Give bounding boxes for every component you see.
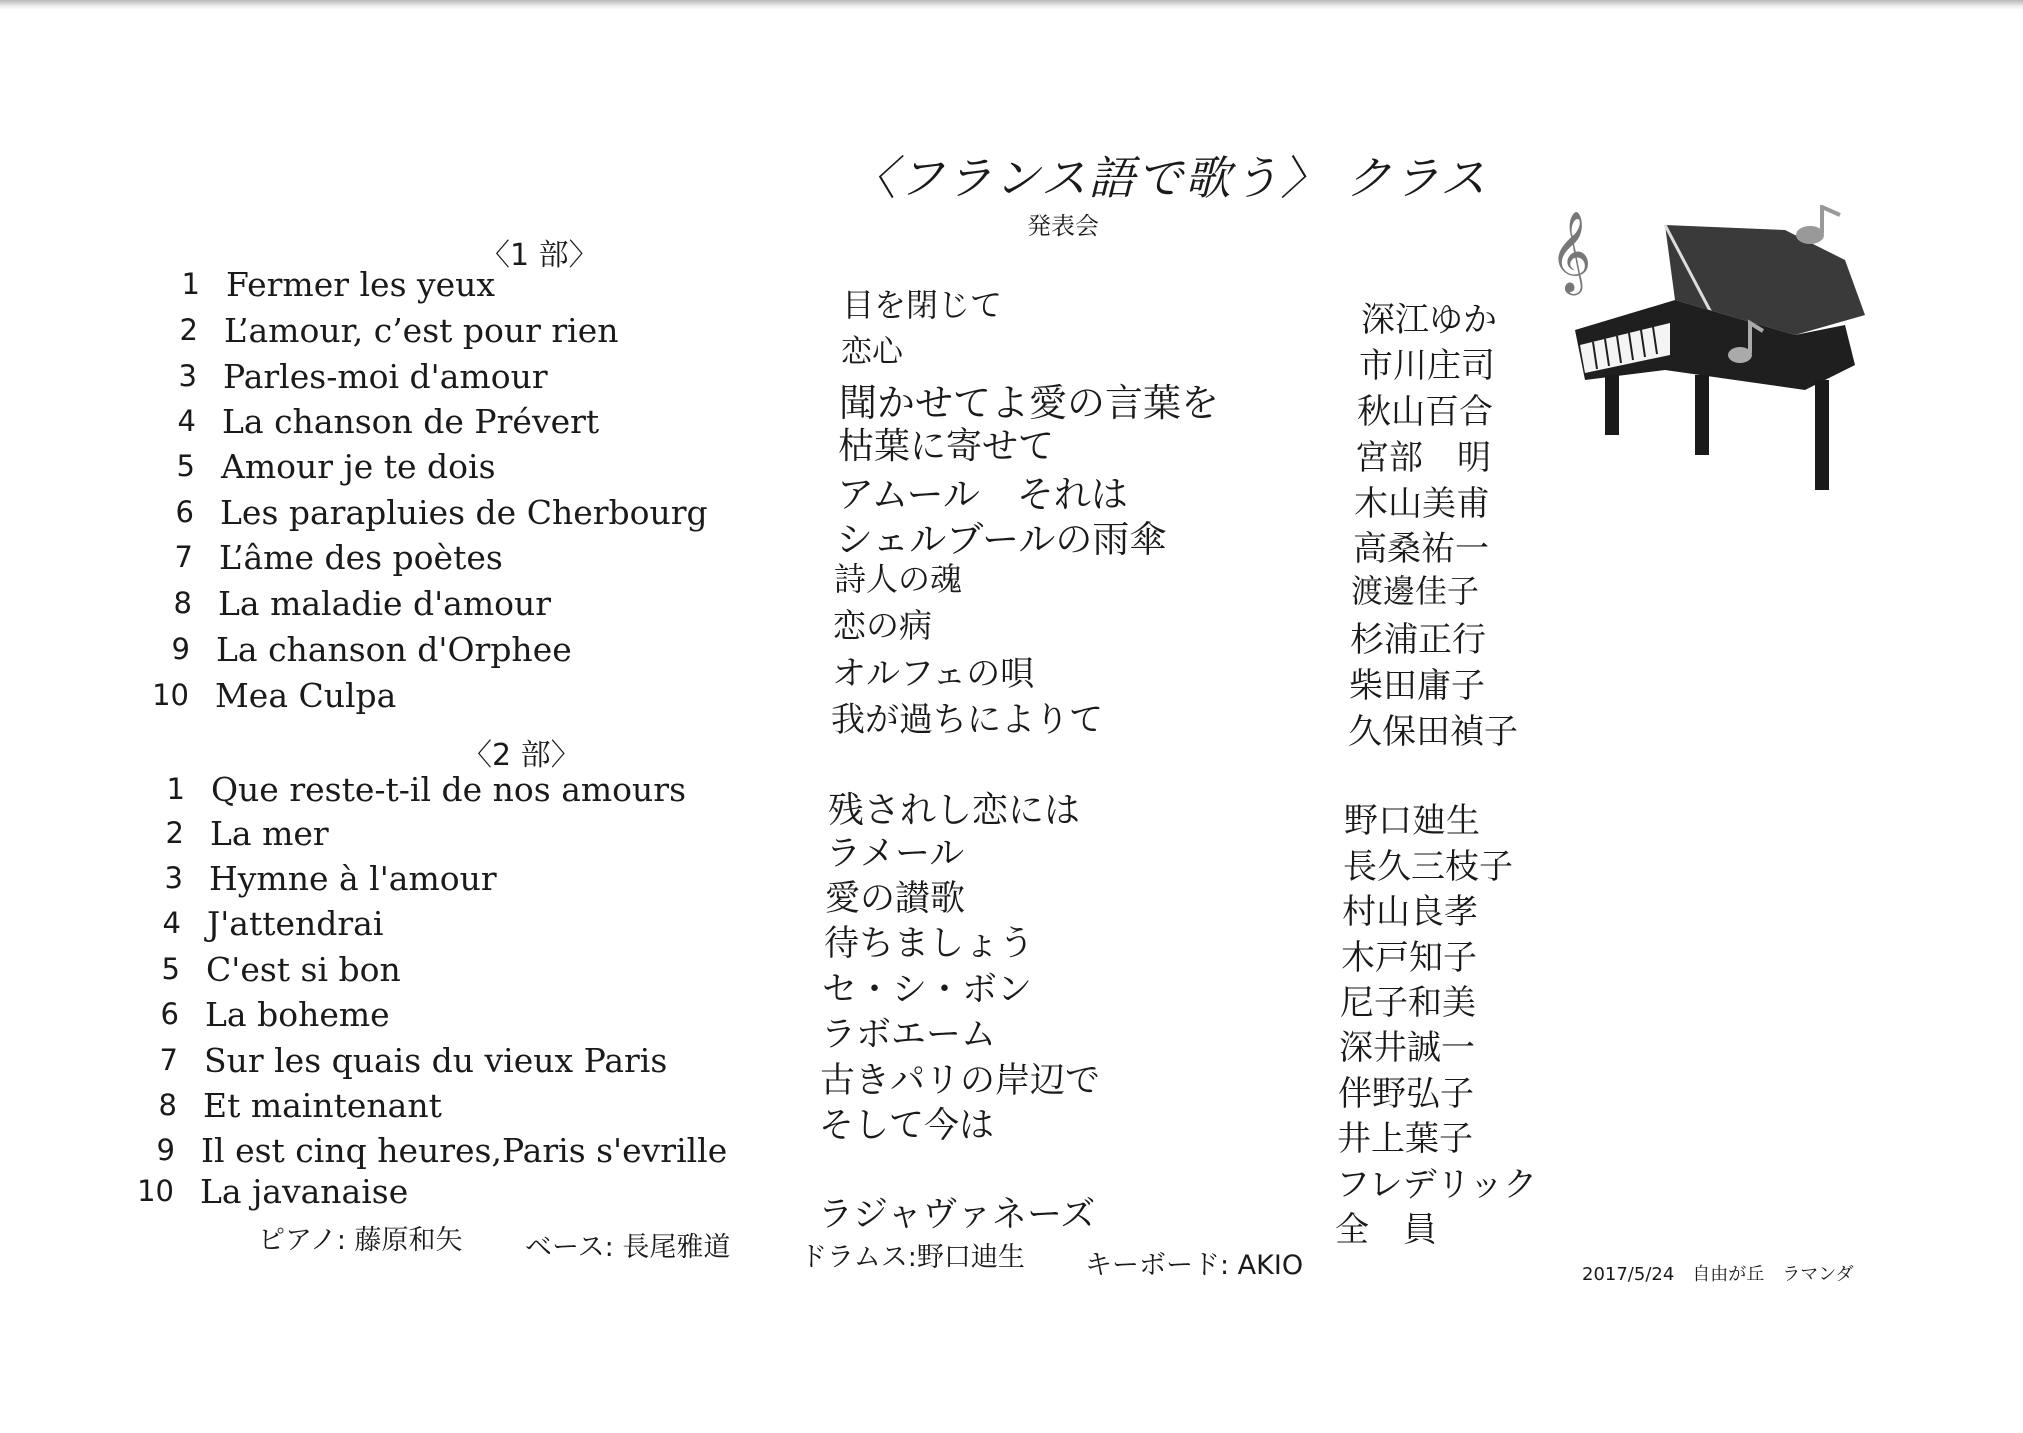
part1-song-9 [171,630,572,669]
part2-song-5 [161,950,401,989]
part2-singer-6: 深井誠一 [1339,1028,1475,1068]
part1-singer-6: 高桑祐一 [1353,529,1489,569]
part1-singer-4: 宮部 明 [1355,438,1491,478]
part2-jp-3: 愛の讃歌 [825,879,966,919]
song-number: 1 [181,267,200,301]
part1-song-6 [175,493,708,532]
part2-jp-5: セ・シ・ボン [822,970,1033,1010]
grand-piano-with-music-notes-icon [1545,205,1875,495]
scan-edge [0,0,2023,10]
song-title-fr: Parles-moi d'amour [223,357,548,396]
song-number: 7 [174,540,193,574]
part1-song-8 [173,584,552,623]
part1-jp-7: 詩人の魂 [834,560,963,598]
part1-singer-10: 久保田禎子 [1348,712,1518,752]
credit-piano: ピアノ: 藤原和矢 [258,1225,463,1256]
song-number: 5 [176,449,195,483]
song-title-fr: La boheme [205,995,390,1034]
part1-song-3 [178,357,548,396]
song-number: 6 [175,495,194,529]
part2-heading: 〈2 部〉 [462,738,581,773]
song-title-fr: La mer [210,814,329,853]
part1-song-5 [176,447,496,486]
part1-singer-7: 渡邊佳子 [1351,572,1480,610]
song-title-fr: La maladie d'amour [218,584,552,623]
part2-jp-7: 古きパリの岸辺で [820,1061,1101,1101]
song-title-fr: Que reste-t-il de nos amours [211,770,687,809]
song-title-fr: La chanson de Prévert [222,402,600,441]
part1-jp-9: オルフェの唄 [832,654,1035,694]
page-subtitle: 発表会 [1027,212,1099,240]
part2-song-10 [137,1172,409,1211]
part1-jp-10: 我が過ちによりて [831,700,1103,740]
part1-singer-9: 柴田庸子 [1349,666,1485,706]
part1-singer-3: 秋山百合 [1357,392,1493,432]
part2-song-7 [159,1041,668,1080]
song-number: 8 [158,1088,177,1122]
part2-singer-2: 長久三枝子 [1343,847,1513,887]
part1-song-2 [179,311,619,350]
page-title: 〈フランス語で歌う〉 クラス [850,151,1488,205]
part2-song-1 [166,770,687,809]
part2-jp-8: そして今は [819,1106,995,1146]
song-number: 4 [162,906,181,940]
part1-jp-5: アムール それは [837,473,1128,516]
part1-song-4 [177,402,600,441]
part1-jp-4: 枯葉に寄せて [838,426,1055,467]
part1-singer-2: 市川庄司 [1359,346,1495,386]
part1-jp-6: シェルブールの雨傘 [836,518,1167,561]
song-title-fr: L’amour, c’est pour rien [224,311,619,350]
part2-jp-2: ラメール [826,834,965,874]
song-title-fr: Hymne à l'amour [209,859,497,898]
song-title-fr: C'est si bon [206,950,401,989]
part2-singer-1: 野口廸生 [1344,801,1480,841]
song-number: 5 [161,952,180,986]
song-title-fr: Et maintenant [203,1086,442,1125]
song-number: 2 [179,313,198,347]
part2-singer-9: フレデリック [1336,1165,1538,1205]
part2-jp-6: ラボエーム [821,1015,997,1055]
part2-singer-7: 伴野弘子 [1338,1074,1474,1114]
credit-bass: ベース: 長尾雅道 [525,1232,731,1263]
part2-song-9 [156,1131,728,1170]
part2-singer-5: 尼子和美 [1340,983,1476,1023]
song-title-fr: Il est cinq heures,Paris s'evrille [201,1131,728,1170]
song-number: 2 [165,816,184,850]
song-number: 3 [178,359,197,393]
song-number: 7 [159,1043,178,1077]
song-title-fr: Sur les quais du vieux Paris [204,1041,668,1080]
song-title-fr: L’âme des poètes [219,538,503,577]
part1-jp-1: 目を閉じて [842,286,1003,324]
credit-keyboard: キーボード: AKIO [1085,1250,1304,1281]
song-number: 9 [156,1133,175,1167]
part1-singer-1: 深江ゆか [1361,300,1497,340]
part2-song-3 [164,859,497,898]
song-number: 6 [160,997,179,1031]
part2-song-2 [165,814,329,853]
song-title-fr: Les parapluies de Cherbourg [220,493,708,532]
event-date-place: 2017/5/24 自由が丘 ラマンダ [1582,1264,1854,1285]
song-title-fr: J'attendrai [207,904,384,943]
part2-jp-1: 残されし恋には [828,790,1081,831]
part2-song-6 [160,995,390,1034]
part2-jp-4: 待ちましょう [824,924,1035,964]
song-number: 4 [177,404,196,438]
part1-singer-5: 木山美甫 [1354,484,1490,524]
svg-text:𝄞: 𝄞 [1550,210,1592,292]
song-title-fr: Fermer les yeux [226,265,496,304]
part2-singer-8: 井上葉子 [1337,1119,1473,1159]
song-number: 1 [166,772,185,806]
song-number: 9 [171,632,190,666]
part2-singer-4: 木戸知子 [1341,938,1477,978]
part2-song-4 [162,904,384,943]
part2-song-8 [158,1086,442,1125]
part1-song-7 [174,538,503,577]
part2-singer-10: 全 員 [1335,1210,1437,1250]
song-number: 10 [137,1174,174,1208]
part2-jp-10: ラジャヴァネーズ [818,1195,1096,1235]
part1-song-10 [152,676,397,715]
song-number: 3 [164,861,183,895]
part1-jp-2: 恋心 [841,334,903,370]
part1-jp-3: 聞かせてよ愛の言葉を [839,381,1220,425]
credit-drums: ドラムス:野口迪生 [800,1242,1025,1273]
song-title-fr: Amour je te dois [221,447,496,486]
part1-heading: 〈1 部〉 [480,238,599,273]
song-title-fr: La chanson d'Orphee [216,630,572,669]
song-title-fr: Mea Culpa [215,676,397,715]
song-number: 10 [152,678,189,712]
song-number: 8 [173,586,192,620]
part1-song-1 [181,265,496,304]
song-title-fr: La javanaise [200,1172,409,1211]
part2-singer-3: 村山良孝 [1342,892,1478,932]
part1-jp-8: 恋の病 [833,606,932,645]
part1-singer-8: 杉浦正行 [1350,620,1486,660]
